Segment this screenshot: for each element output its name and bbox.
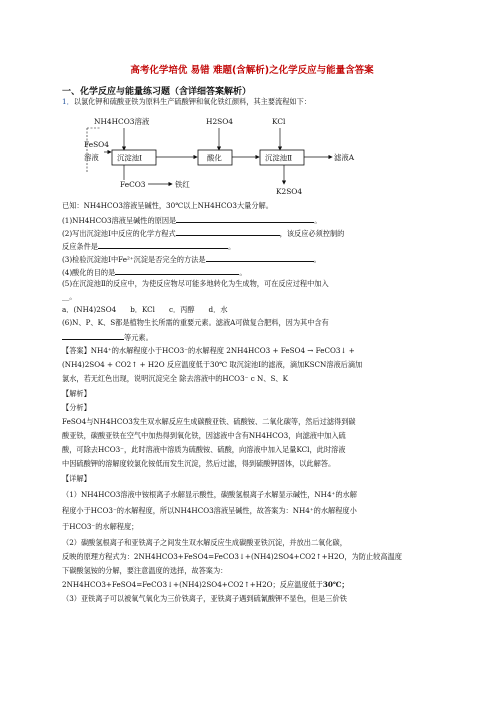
answer-blank (98, 240, 228, 249)
subquestion-4-text: (4)酸化的目的是 (62, 268, 116, 277)
subquestion-3: (3)检验沉淀池Ⅰ中Fe²⁺沉淀是否完全的方法是 。 (62, 255, 321, 264)
subquestion-2-text: (2)写出沉淀池Ⅰ中反应的化学方程式 (62, 229, 176, 238)
box-acidify-label: 酸化 (207, 153, 222, 163)
label-feco3: FeCO3 (120, 180, 146, 189)
answer-line-3: 氯水，若无红色出现，说明沉淀完全 除去溶液中的HCO3⁻ c N、S、K (62, 374, 288, 383)
analysis-line: FeSO4与NH4HCO3发生双水解反应生成碳酸亚铁、硫酸铵、二氧化碳等，然后过滤得到碳 (62, 417, 356, 426)
subquestion-2-cont-text: 反应条件是 (62, 242, 98, 251)
box-pool1-label: 沉淀池Ⅰ (117, 153, 143, 163)
detail-p3-line1: （3）亚铁离子可以被氧气氧化为三价铁离子，亚铁离子遇到硫氰酸钾不显色，但是三价铁 (62, 594, 347, 603)
label-kcl: KCl (272, 117, 286, 126)
detail-text: HCO3⁻的水解程度； (69, 522, 139, 531)
analysis-line: 中因硫酸钾的溶解度较氯化铵低而发生沉淀，然后过滤，得到硫酸钾固体，以此解答。 (62, 459, 336, 468)
options-row (62, 305, 228, 315)
detail-text: 30℃； (322, 580, 349, 589)
answer-line-2: (NH4)2SO4 + CO2↑ + H2O 反应温度低于30℃ 取沉淀池Ⅰ的滤液，滴加KSCN溶液后滴加 (62, 360, 363, 369)
detail-p1-line3 (62, 522, 138, 532)
option-b: b．KCl (130, 305, 155, 314)
label-h2so4: H2SO4 (206, 117, 233, 126)
jiexi-label: 【解析】 (62, 389, 91, 398)
option-c: c．丙醇 (168, 305, 195, 314)
answer-blank (176, 227, 280, 236)
detail-text: 2NH4HCO3+FeSO4=FeCO3↓+(NH4)2SO4+CO2↑+H2O；反应温度低于 (62, 580, 323, 589)
label-iron-red: 铁红 (175, 180, 190, 189)
answer-blank (62, 331, 124, 340)
option-a: a．(NH4)2SO4 (62, 305, 117, 314)
option-d: d．水 (208, 305, 228, 314)
page-title: 高考化学培优 易错 难题(含解析)之化学反应与能量含答案 (130, 65, 374, 76)
dashed-bracket (87, 128, 100, 172)
subquestion-2 (62, 227, 344, 239)
answer-blank (206, 253, 314, 262)
detail-text: 于 (62, 522, 70, 531)
section-heading: 一、化学反应与能量练习题（含详细答案解析） (62, 87, 252, 97)
detail-p1-line2 (62, 506, 357, 516)
label-nh4hco3: NH4HCO3溶液 (94, 117, 150, 126)
question-stem-line (62, 97, 311, 107)
detail-p2-line2: 反映的原理方程式为：2NH4HCO3+FeSO4=FeCO3↓+(NH4)2SO4+CO2↑+H2O，为防止较高温度 (62, 552, 402, 561)
known-text: 已知：NH4HCO3溶液呈碱性，30℃以上NH4HCO3大量分解。 (62, 201, 273, 210)
detail-text: NH4⁺的水解程度小 (292, 506, 357, 515)
answer-text-1: NH4⁺的水解程度小于HCO3⁻的水解程度 2NH4HCO3 + FeSO4 → FeCO3↓ + (90, 346, 355, 355)
subquestion-1-text: (1)NH4HCO3溶液呈碱性的原因是 (62, 216, 177, 225)
answer-label: 【答案】 (62, 346, 91, 355)
question-number: 1． (62, 97, 74, 106)
detail-p1-line1 (62, 490, 357, 500)
answer-line-1 (62, 346, 355, 356)
detail-p2-line1: （2）碳酸氢根离子和亚铁离子之间发生双水解反应生成碳酸亚铁沉淀，并放出二氧化碳， (62, 538, 347, 547)
subquestion-2-continued: 反应条件是 。 (62, 242, 236, 251)
subquestion-2-tail: ，该反应必须控制的 (279, 229, 345, 238)
subquestion-4: (4)酸化的目的是 。 (62, 268, 247, 277)
analysis-label: 【分析】 (62, 403, 91, 412)
detail-text: HCO3⁻的水解程度，所以NH4HCO3溶液呈碱性，故答案为： (90, 506, 293, 515)
box-pool2-label: 沉淀池Ⅱ (265, 153, 293, 163)
detail-text: NH4⁺的水解 (314, 490, 357, 499)
subquestion-6-tail: 等元素。 (124, 333, 153, 342)
detail-p2-line3: 下碳酸氢铵的分解，要注意温度的选择，故答案为： (62, 566, 228, 575)
subquestion-5: (5)在沉淀池Ⅱ的反应中，为使反应物尽可能多地转化为生成物，可在反应过程中加入 (62, 279, 329, 288)
detail-label: 【详解】 (62, 474, 91, 483)
question-stem: 以氯化钾和硫酸亚铁为原料生产硫酸钾和氧化铁红颜料，其主要流程如下： (73, 97, 311, 106)
subquestion-6: (6)N、P、K、S都是植物生长所需的重要元素。滤液A可做复合肥料，因为其中含有 (62, 318, 329, 327)
answer-blank (176, 214, 314, 223)
analysis-line: 酸亚铁，碳酸亚铁在空气中加热得到氧化铁，因滤液中含有NH4HCO3，向滤液中加入硫 (62, 431, 346, 440)
label-feso4: FeSO4 (84, 140, 109, 149)
detail-text: （1）NH4HCO3溶液中铵根离子水解显示酸性，碳酸氢根离子水解显示碱性， (62, 490, 315, 499)
detail-p2-line4 (62, 580, 349, 590)
answer-blank (115, 266, 239, 275)
label-feed-solution: 溶液 (84, 153, 99, 162)
subquestion-1: (1)NH4HCO3溶液呈碱性的原因是 。 (62, 216, 322, 225)
subquestion-3-text: (3)检验沉淀池Ⅰ中Fe²⁺沉淀是否完全的方法是 (62, 255, 206, 264)
process-flow-diagram (84, 114, 394, 198)
label-k2so4: K2SO4 (276, 187, 303, 196)
subquestion-6-continued (62, 331, 153, 343)
label-filtrate-a: 滤液A (334, 153, 355, 162)
detail-text: 程度小于 (62, 506, 91, 515)
subquestion-5-blank: __。 (62, 292, 77, 301)
analysis-line: 酸，可除去HCO3⁻，此时溶液中溶质为硫酸铵、硫酸，向溶液中加入足量KCl，此时溶液 (62, 445, 346, 454)
